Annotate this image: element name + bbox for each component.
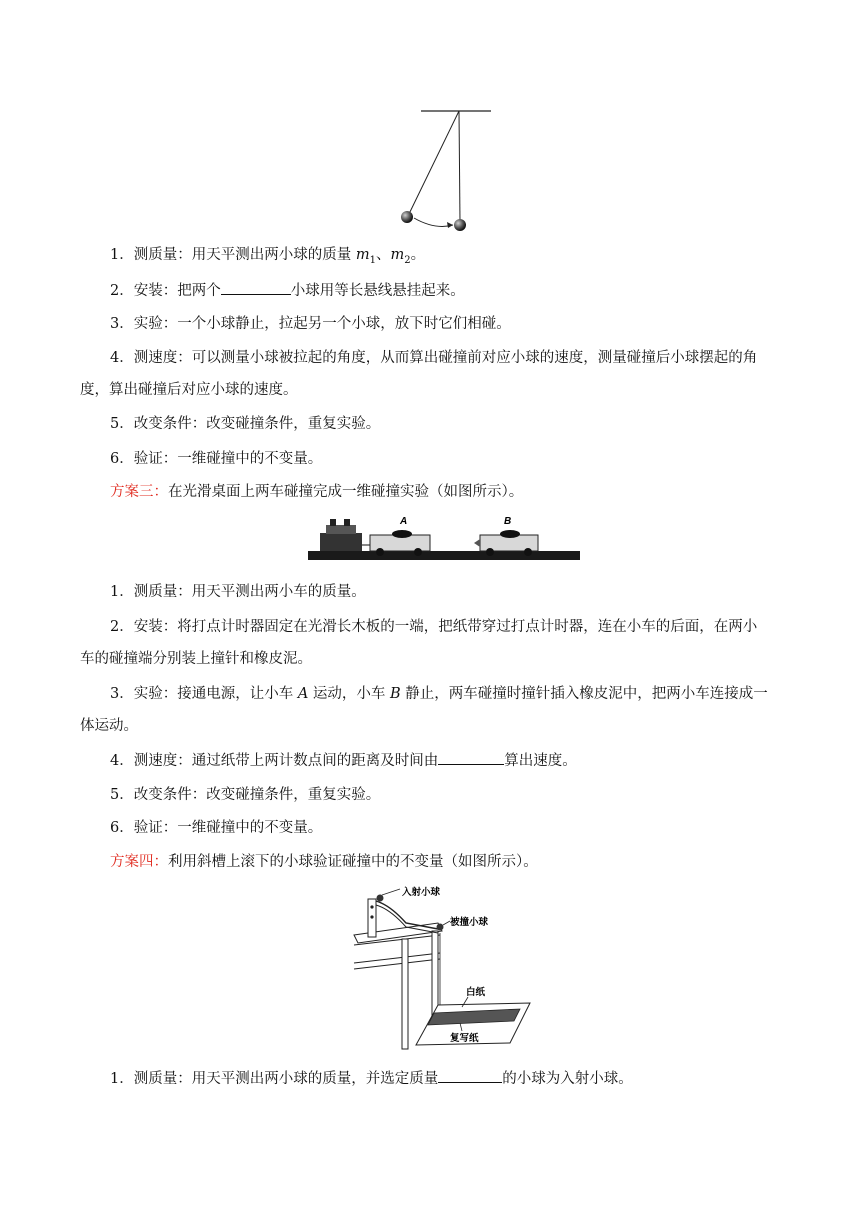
scheme3-heading	[110, 482, 523, 502]
ball-right	[454, 219, 466, 231]
fill-blank[interactable]	[221, 280, 291, 295]
s3-step6: 6．验证：一维碰撞中的不变量。	[110, 820, 323, 836]
timer-top	[326, 525, 356, 534]
label-target: 被撞小球	[450, 917, 489, 928]
cart-b-wheel2	[524, 548, 532, 556]
carts-figure	[308, 511, 582, 569]
s2-step5: 5．改变条件：改变碰撞条件，重复实验。	[110, 416, 381, 432]
s3-step2: 2．安装：将打点计时器固定在光滑长木板的一端，把纸带穿过打点计时器，连在小车的后面，在两小	[110, 619, 758, 635]
s2-step3: 3．实验：一个小球静止，拉起另一个小球，放下时它们相碰。	[110, 316, 511, 332]
label-incident: 入射小球	[402, 887, 441, 898]
table-rail	[354, 953, 440, 963]
s3-step5: 5．改变条件：改变碰撞条件，重复实验。	[110, 787, 381, 803]
s3-step1: 1．测质量：用天平测出两小车的质量。	[110, 584, 366, 600]
label-line1	[382, 889, 400, 895]
string-right	[459, 111, 460, 222]
s2-step4-cont: 度，算出碰撞后对应小球的速度。	[80, 382, 298, 398]
scheme3-title: 方案三：	[110, 484, 168, 500]
arrow-head	[447, 222, 453, 228]
track	[308, 551, 580, 560]
string-left	[408, 111, 459, 216]
cart-a-label: A	[400, 516, 408, 527]
s3-step3-cont: 体运动。	[80, 718, 138, 734]
table-rail2	[354, 959, 440, 969]
s4-step1: 1．测质量：用天平测出两小球的质量，并选定质量 的小球为入射小球。	[110, 1068, 633, 1089]
incident-ball	[377, 895, 384, 902]
cart-b-label: B	[504, 516, 512, 527]
cart-a-weight	[392, 530, 412, 538]
s3-step4: 4．测速度：通过纸带上两计数点间的距离及时间由 算出速度。	[110, 750, 577, 771]
label-white-paper: 白纸	[466, 987, 486, 998]
scheme4-title: 方案四：	[110, 854, 168, 870]
s3-step3: 3．实验：接通电源，让小车 A 运动，小车 B 静止，两车碰撞时撞针插入橡皮泥中，把两小车连接成一	[110, 686, 768, 702]
timer-knob	[330, 519, 336, 526]
timer-knob2	[344, 519, 350, 526]
label-carbon-paper: 复写纸	[450, 1033, 479, 1044]
scheme4-desc: 利用斜槽上滚下的小球验证碰撞中的不变量（如图所示）。	[168, 854, 538, 870]
scheme3-desc: 在光滑桌面上两车碰撞完成一维碰撞实验（如图所示）。	[168, 484, 524, 500]
ball-left	[401, 211, 413, 223]
leg1	[402, 939, 408, 1049]
timer	[320, 533, 362, 551]
post-hole2	[370, 915, 373, 918]
s3-step2-cont: 车的碰撞端分别装上撞针和橡皮泥。	[80, 651, 312, 667]
cart-a-wheel1	[376, 548, 384, 556]
cart-b-wheel1	[486, 548, 494, 556]
fill-blank[interactable]	[438, 1068, 502, 1083]
scheme4-heading	[110, 852, 538, 872]
s2-step1: 1．测质量：用天平测出两小球的质量 $m_1$、$m_2$。	[110, 247, 426, 266]
chute-figure	[350, 883, 535, 1053]
pendulum-figure	[395, 100, 505, 240]
s2-step2: 2．安装：把两个 小球用等长悬线悬挂起来。	[110, 280, 465, 301]
fill-blank[interactable]	[438, 750, 504, 765]
label-line2	[443, 921, 450, 925]
post-hole1	[370, 905, 373, 908]
target-ball	[437, 924, 444, 931]
cart-b-weight	[500, 530, 520, 538]
cart-a-wheel2	[414, 548, 422, 556]
s2-step6: 6．验证：一维碰撞中的不变量。	[110, 451, 323, 467]
s2-step4: 4．测速度：可以测量小球被拉起的角度，从而算出碰撞前对应小球的速度，测量碰撞后小球摆起的角	[110, 350, 758, 366]
clay	[474, 539, 480, 547]
